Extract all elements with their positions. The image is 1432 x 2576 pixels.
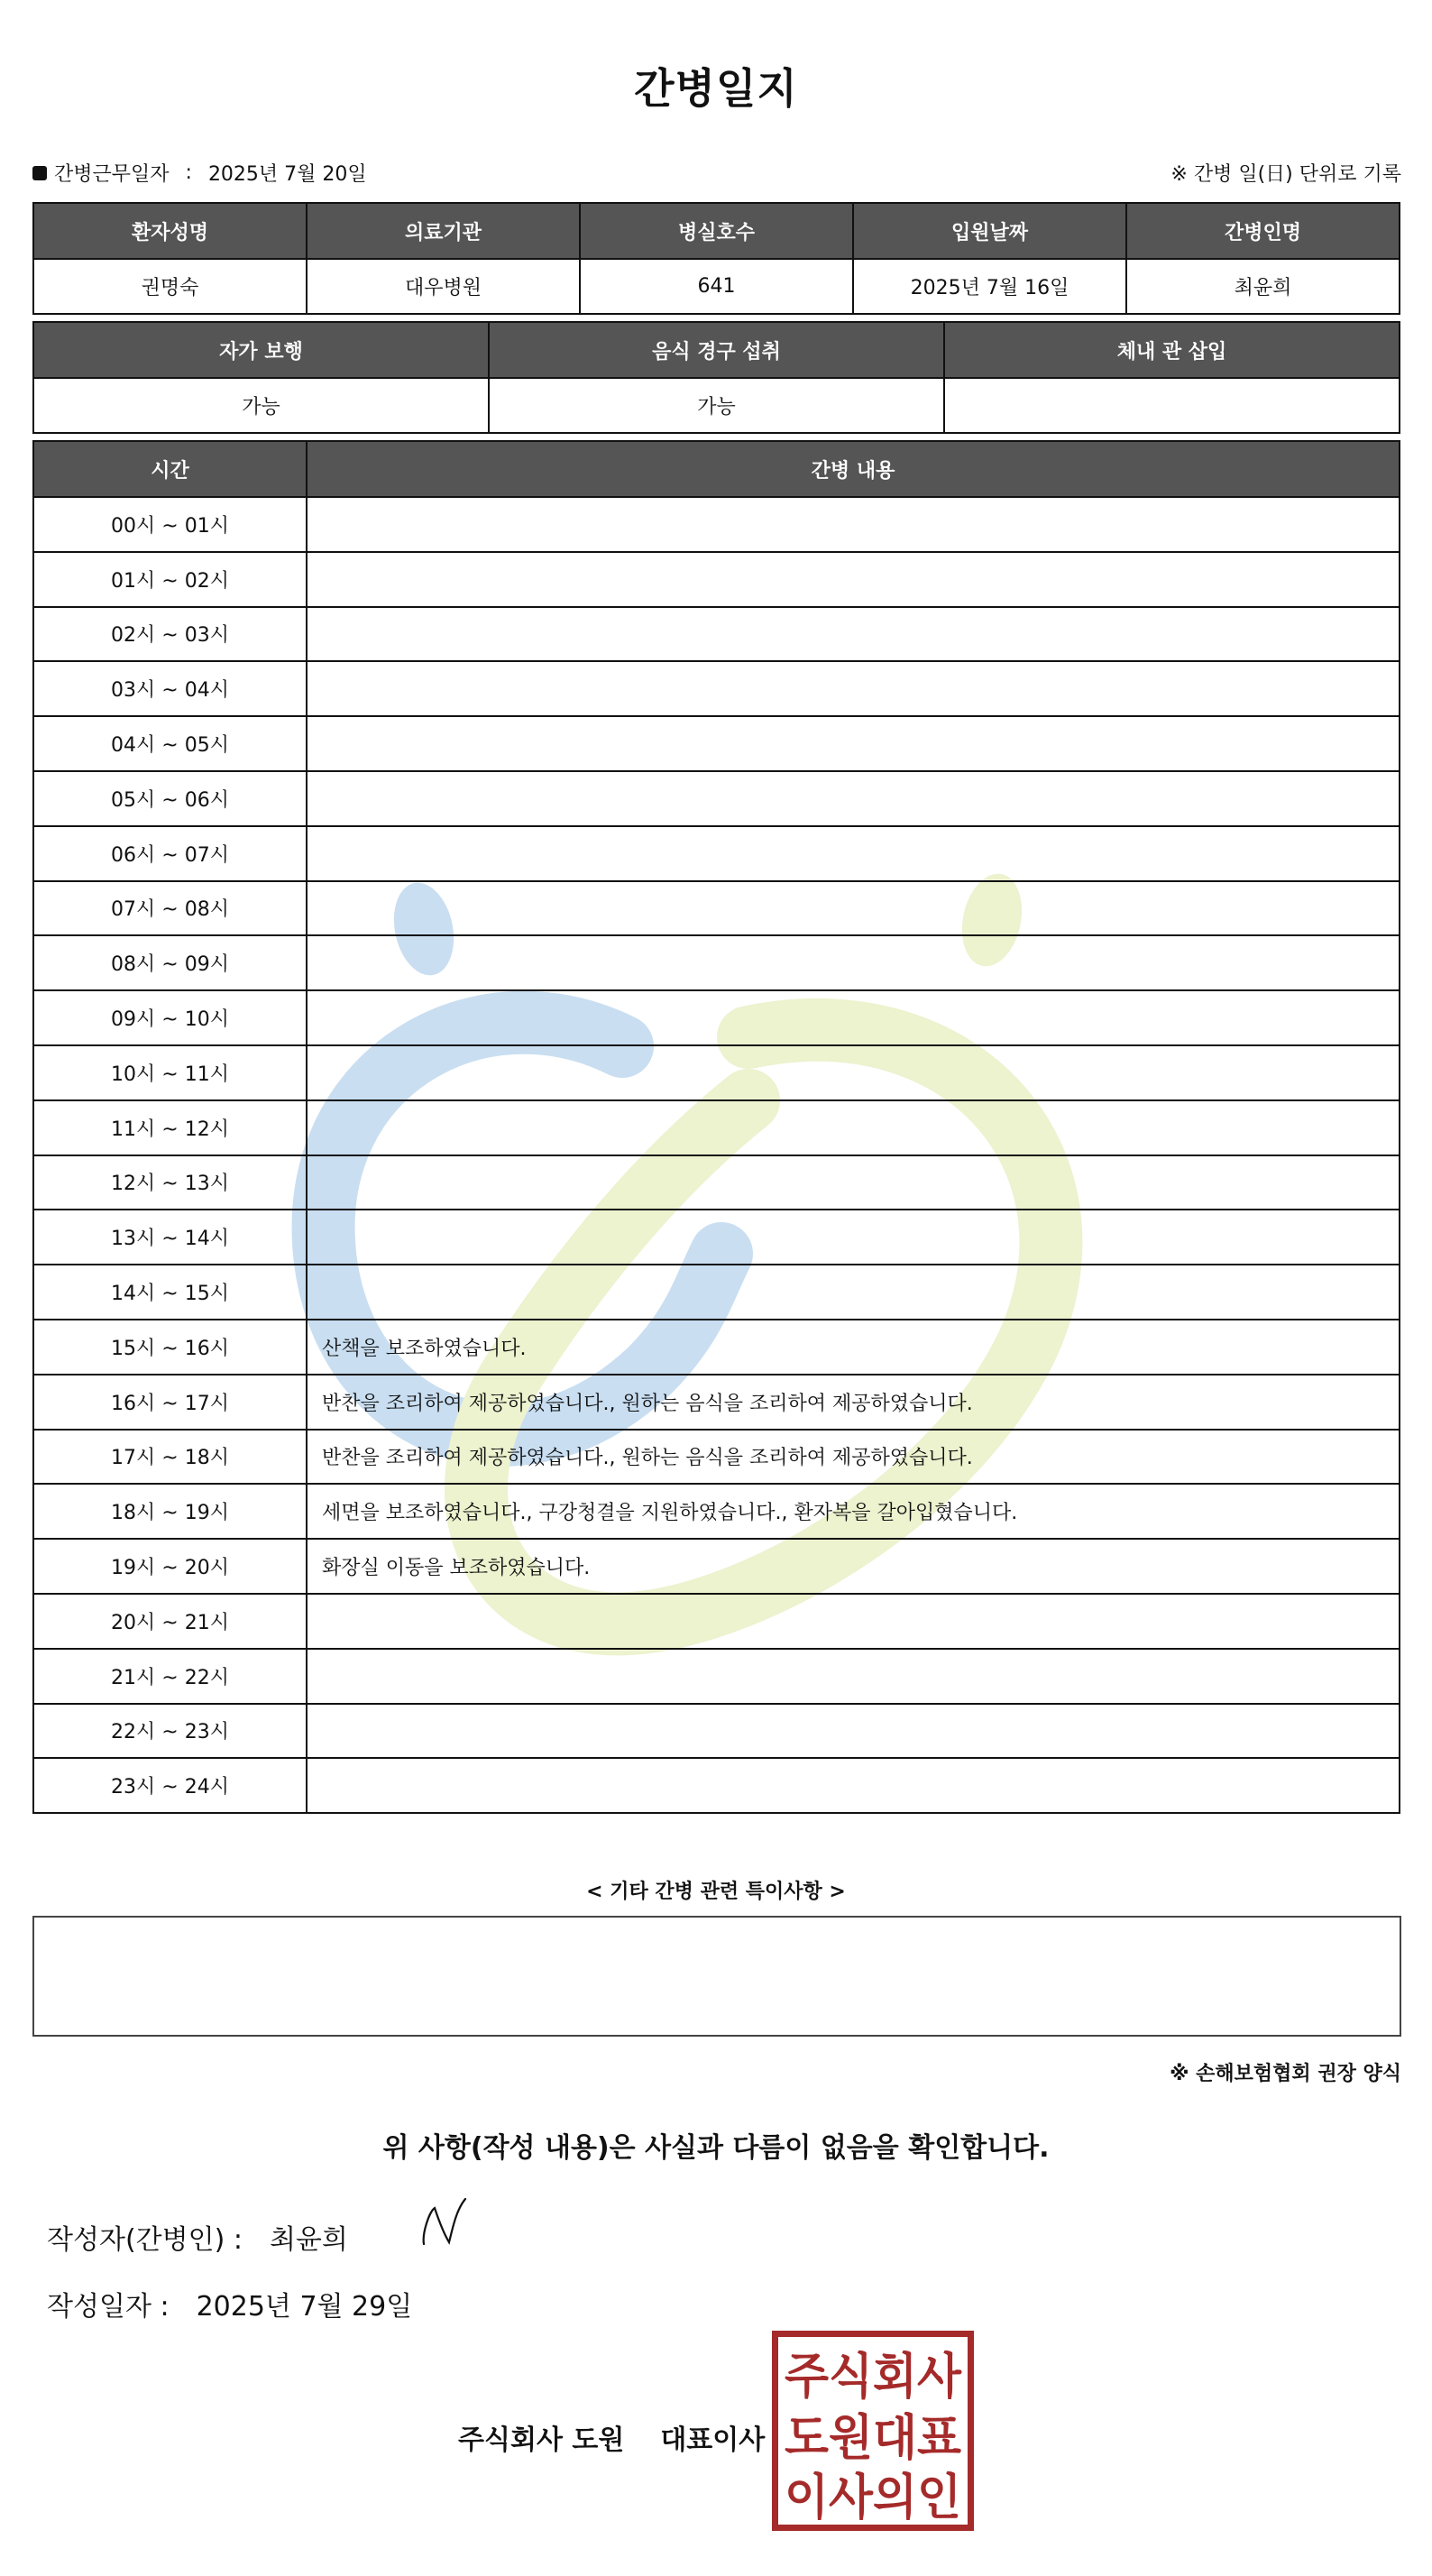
caregiver-name: 최윤희 — [1126, 259, 1400, 314]
square-bullet-icon — [32, 166, 47, 180]
self-walking-value: 가능 — [33, 378, 489, 433]
log-content — [307, 552, 1400, 607]
patient-name: 권명숙 — [33, 259, 307, 314]
log-time: 06시 ~ 07시 — [33, 826, 307, 881]
log-row — [33, 935, 1400, 990]
log-row — [33, 716, 1400, 771]
log-time: 15시 ~ 16시 — [33, 1320, 307, 1375]
header-care-content: 간병 내용 — [307, 441, 1400, 497]
log-row — [33, 1375, 1400, 1430]
log-content — [307, 497, 1400, 552]
log-time: 07시 ~ 08시 — [33, 881, 307, 936]
company-title: 대표이사 — [660, 2424, 766, 2456]
log-content — [307, 716, 1400, 771]
log-row — [33, 990, 1400, 1045]
log-content — [307, 1758, 1400, 1813]
log-row — [33, 1484, 1400, 1539]
author-label: 작성자(간병인) : — [47, 2224, 243, 2256]
work-date-line — [32, 159, 367, 187]
log-time: 19시 ~ 20시 — [33, 1539, 307, 1594]
log-content — [307, 1594, 1400, 1649]
handwritten-signature — [417, 2192, 480, 2255]
oral-intake-value: 가능 — [489, 378, 944, 433]
notes-title: < 기타 간병 관련 특이사항 > — [586, 1881, 846, 1903]
log-time: 20시 ~ 21시 — [33, 1594, 307, 1649]
header-room-number: 병실호수 — [580, 203, 853, 259]
log-row — [33, 771, 1400, 826]
log-time: 03시 ~ 04시 — [33, 661, 307, 716]
log-row — [33, 552, 1400, 607]
log-content: 산책을 보조하였습니다. — [307, 1320, 1400, 1375]
patient-ability-table — [32, 321, 1400, 434]
log-row — [33, 1320, 1400, 1375]
company-name: 주식회사 도원 — [458, 2424, 625, 2456]
log-content: 반찬을 조리하여 제공하였습니다., 원하는 음식을 조리하여 제공하였습니다. — [307, 1375, 1400, 1430]
log-time: 09시 ~ 10시 — [33, 990, 307, 1045]
log-time: 18시 ~ 19시 — [33, 1484, 307, 1539]
log-content — [307, 826, 1400, 881]
header-caregiver-name: 간병인명 — [1126, 203, 1400, 259]
log-row — [33, 881, 1400, 936]
log-content: 반찬을 조리하여 제공하였습니다., 원하는 음식을 조리하여 제공하였습니다. — [307, 1430, 1400, 1485]
care-log-table — [32, 440, 1400, 1814]
company-seal-stamp — [772, 2331, 974, 2531]
log-time: 12시 ~ 13시 — [33, 1155, 307, 1210]
log-row — [33, 661, 1400, 716]
log-row — [33, 1265, 1400, 1320]
log-content — [307, 1265, 1400, 1320]
log-row — [33, 607, 1400, 662]
log-content — [307, 1649, 1400, 1704]
seal-line-3: 이사의인 — [785, 2469, 961, 2525]
log-time: 00시 ~ 01시 — [33, 497, 307, 552]
log-time: 14시 ~ 15시 — [33, 1265, 307, 1320]
written-date-label: 작성일자 : — [47, 2291, 170, 2323]
header-hospital: 의료기관 — [307, 203, 580, 259]
admission-date: 2025년 7월 16일 — [853, 259, 1126, 314]
written-date-value: 2025년 7월 29일 — [196, 2291, 413, 2323]
work-date-label: 간병근무일자 — [54, 163, 170, 186]
recommendation-note: ※ 손해보험협회 권장 양식 — [1170, 2063, 1401, 2085]
log-row — [33, 497, 1400, 552]
log-row — [33, 1704, 1400, 1759]
hospital-name: 대우병원 — [307, 259, 580, 314]
log-row — [33, 826, 1400, 881]
seal-line-1: 주식회사 — [785, 2348, 962, 2405]
author-value: 최윤희 — [269, 2224, 348, 2256]
log-content — [307, 661, 1400, 716]
header-time: 시간 — [33, 441, 307, 497]
daily-record-note: ※ 간병 일(日) 단위로 기록 — [1170, 163, 1401, 186]
log-content — [307, 1045, 1400, 1100]
log-content — [307, 1210, 1400, 1265]
log-content: 세면을 보조하였습니다., 구강청결을 지원하였습니다., 환자복을 갈아입혔습니다. — [307, 1484, 1400, 1539]
log-row — [33, 1758, 1400, 1813]
colon-separator: : — [185, 161, 192, 184]
log-time: 11시 ~ 12시 — [33, 1100, 307, 1155]
log-row — [33, 1045, 1400, 1100]
log-time: 02시 ~ 03시 — [33, 607, 307, 662]
log-row — [33, 1210, 1400, 1265]
written-date-line — [47, 2284, 412, 2323]
log-time: 23시 ~ 24시 — [33, 1758, 307, 1813]
log-content: 화장실 이동을 보조하였습니다. — [307, 1539, 1400, 1594]
header-patient-name: 환자성명 — [33, 203, 307, 259]
room-number: 641 — [580, 259, 853, 314]
log-time: 01시 ~ 02시 — [33, 552, 307, 607]
log-content — [307, 1155, 1400, 1210]
log-content — [307, 1100, 1400, 1155]
log-row — [33, 1100, 1400, 1155]
log-row — [33, 1594, 1400, 1649]
work-date-value: 2025년 7월 20일 — [207, 163, 367, 186]
log-time: 04시 ~ 05시 — [33, 716, 307, 771]
log-time: 08시 ~ 09시 — [33, 935, 307, 990]
log-content — [307, 607, 1400, 662]
patient-info-table — [32, 202, 1400, 315]
document-title: 간병일지 — [634, 64, 798, 113]
tube-insertion-value — [944, 378, 1400, 433]
header-oral-intake: 음식 경구 섭취 — [489, 322, 944, 378]
notes-box — [32, 1916, 1401, 2037]
log-time: 22시 ~ 23시 — [33, 1704, 307, 1759]
log-time: 21시 ~ 22시 — [33, 1649, 307, 1704]
log-time: 17시 ~ 18시 — [33, 1430, 307, 1485]
author-line — [47, 2217, 348, 2257]
log-time: 05시 ~ 06시 — [33, 771, 307, 826]
seal-line-2: 도원대표 — [785, 2409, 961, 2466]
confirmation-statement: 위 사항(작성 내용)은 사실과 다름이 없음을 확인합니다. — [382, 2132, 1050, 2164]
log-row — [33, 1155, 1400, 1210]
log-content — [307, 881, 1400, 936]
header-self-walking: 자가 보행 — [33, 322, 489, 378]
log-content — [307, 990, 1400, 1045]
company-line — [458, 2417, 765, 2457]
header-admission-date: 입원날짜 — [853, 203, 1126, 259]
log-row — [33, 1430, 1400, 1485]
header-tube-insertion: 체내 관 삽입 — [944, 322, 1400, 378]
log-content — [307, 1704, 1400, 1759]
log-content — [307, 771, 1400, 826]
log-row — [33, 1649, 1400, 1704]
log-time: 16시 ~ 17시 — [33, 1375, 307, 1430]
log-time: 10시 ~ 11시 — [33, 1045, 307, 1100]
log-row — [33, 1539, 1400, 1594]
log-content — [307, 935, 1400, 990]
log-time: 13시 ~ 14시 — [33, 1210, 307, 1265]
